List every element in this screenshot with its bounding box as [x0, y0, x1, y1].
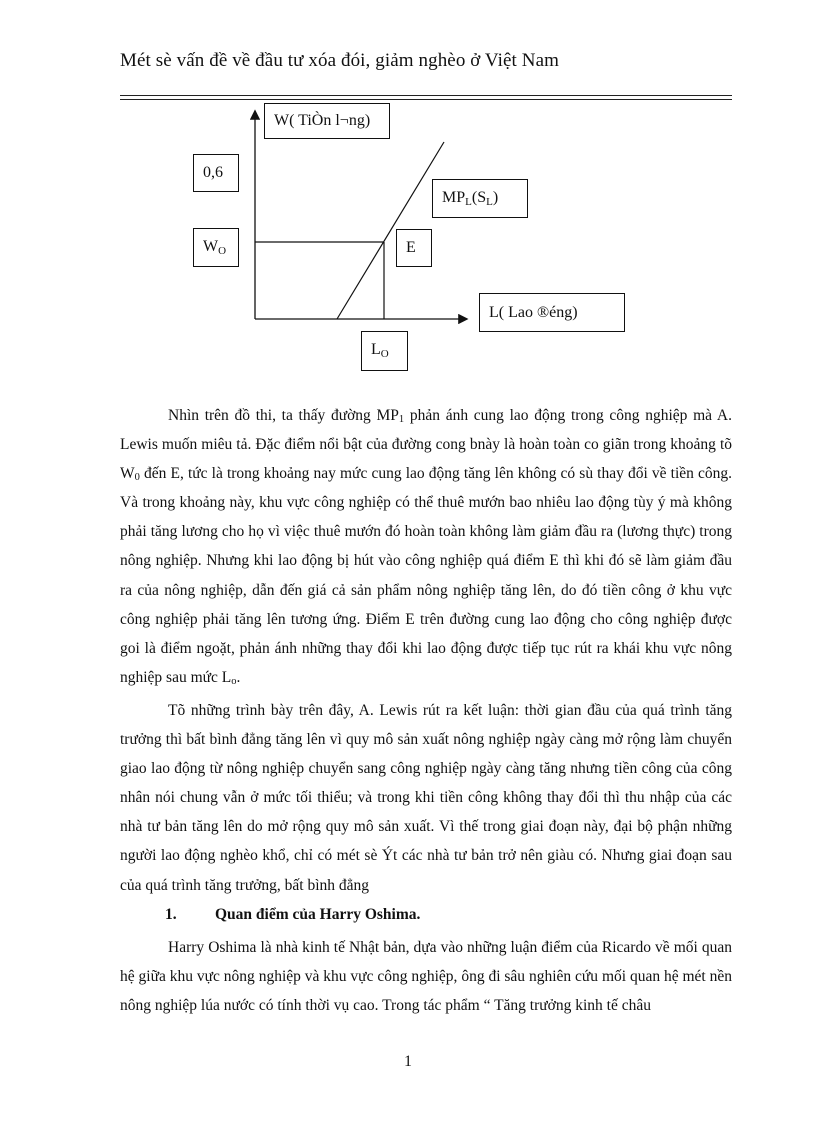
section-number: 1.	[165, 906, 177, 923]
point-e-label: E	[406, 239, 416, 256]
point-e-label-box	[396, 229, 432, 267]
page-number: 1	[404, 1053, 412, 1070]
w0-label-box	[193, 228, 239, 267]
y-axis-label: W( TiÒn l¬ng)	[274, 112, 371, 129]
diagram-lines	[0, 0, 816, 380]
l0-label-box	[361, 331, 408, 371]
paragraph-3: Harry Oshima là nhà kinh tế Nhật bản, dựa vào những luận điểm của Ricardo về mối quan hệ giữa khu vực nông nghiệp và khu vực công nghiệp, ông đi sâu nghiên cứu mối quan hệ mét nền nông nghiệp lúa nước có tính thời vụ cao. Trong tác phẩm “ Tăng trưởng kinh tế châu	[120, 939, 732, 1015]
x-axis-label-box	[479, 293, 625, 332]
page-header-title: Mét sè vấn đề về đầu tư xóa đói, giảm nghèo ở Việt Nam	[120, 50, 559, 71]
value-label-box	[193, 154, 239, 192]
value-label: 0,6	[203, 164, 223, 181]
x-axis-label: L( Lao ®éng)	[489, 303, 578, 321]
curve-label: $MP_L(S_L)$	[442, 188, 499, 208]
paragraph-2: Tõ những trình bày trên đây, A. Lewis rút ra kết luận: thời gian đầu của quá trình tăng trưởng thì bất bình đẳng tăng lên vì quy mô sản xuất nông nghiệp ngày càng mở rộng làm chuyển giao lao động từ nông nghiệp chuyển sang công nghiệp ngày càng tăng nhưng tiền công của công nhân nói chung vẫn ở mức tối thiểu; và trong khi tiền công không thay đổi thì thu nhập của các nhà tư bản tăng lên do mở rộng quy mô sản xuất. Vì thế trong giai đoạn này, đại bộ phận những người lao động nghèo khổ, chỉ có mét sè Ýt các nhà tư bản trở nên giàu có. Nhưng giai đoạn sau của quá trình tăng trưởng, bất bình đẳng	[120, 702, 732, 894]
labor-supply-diagram	[0, 0, 816, 380]
curve-label-box	[432, 179, 528, 218]
paragraph-1: Nhìn trên đồ thi, ta thấy đường MP1 phản ánh cung lao động trong công nghiệp mà A. Lewis muốn miêu tả. Đặc điểm nổi bật của đường cong bnày là hoàn toàn co giãn trong khoảng tõ W0 đến E, tức là trong khoảng nay mức cung lao động tăng lên không có sù thay đổi về tiền công. Và trong khoảng này, khu vực công nghiệp có thể thuê mướn bao nhiêu lao động tùy ý mà không phải tăng lương cho họ vì việc thuê mướn đó hoàn toàn không làm giảm đầu ra (lương thực) trong nông nghiệp. Nhưng khi lao động bị hút vào công nghiệp quá điểm E thì khi đó sẽ làm giảm đầu ra của nông nghiệp, dẫn đến giá cả sản phẩm nông nghiệp tăng lên, do đó tiền công ở khu vực công nghiệp phải tăng lên tương ứng. Điểm E trên đường cung lao động cho công nghiệp được goi là điểm ngoặt, phản ánh những thay đổi khi lao động được tiếp tục rút ra khái khu vực nông nghiệp sau mức Lo.	[120, 407, 732, 687]
l0-label: $L_O$	[371, 341, 389, 360]
y-axis-label-box	[264, 103, 390, 139]
section-heading	[165, 906, 420, 924]
section-title: Quan điểm của Harry Oshima.	[215, 906, 421, 923]
w0-label: $W_O$	[203, 237, 227, 257]
